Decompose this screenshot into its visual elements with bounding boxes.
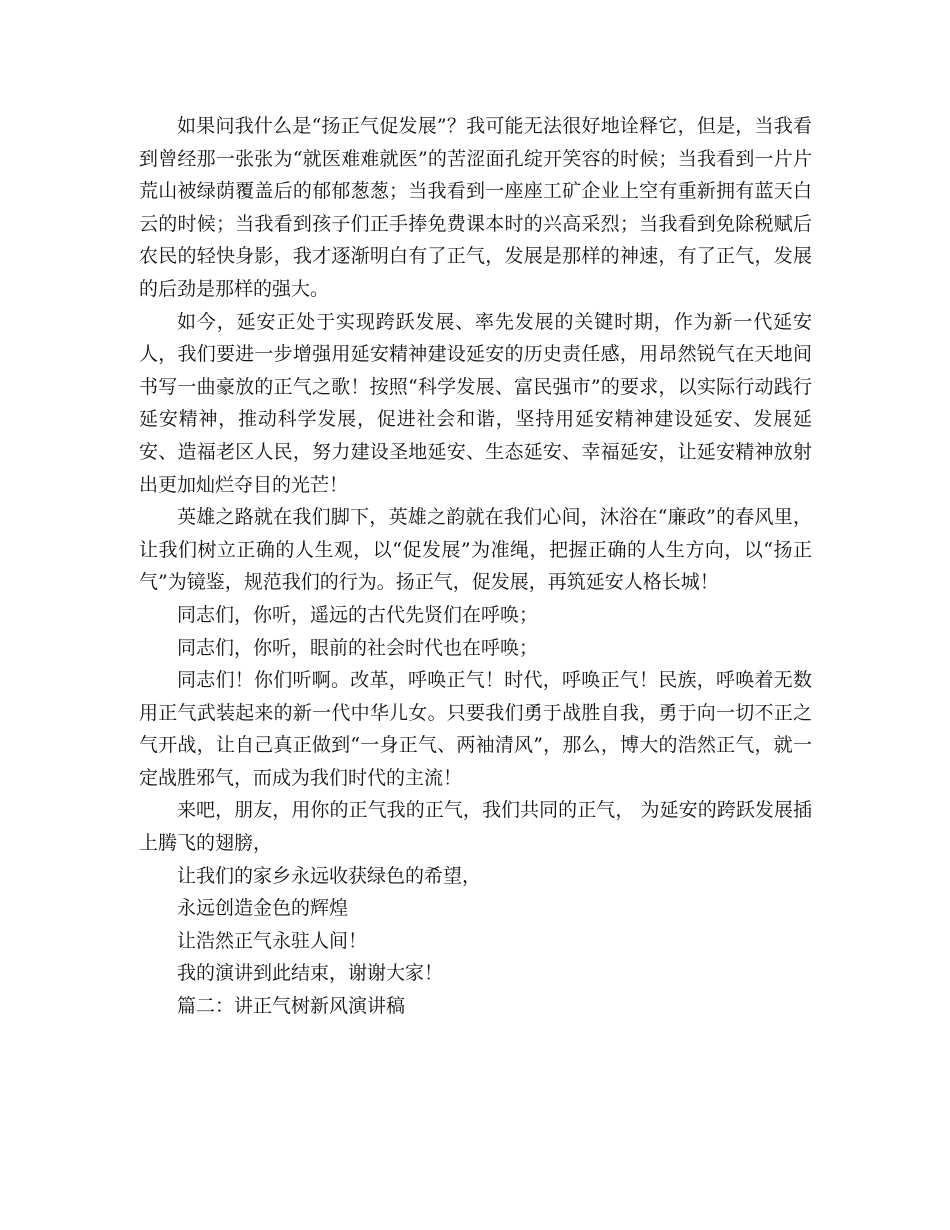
paragraph-4: 同志们，你听，遥远的古代先贤们在呼唤； bbox=[177, 603, 539, 626]
paragraph-5: 同志们，你听，眼前的社会时代也在呼唤； bbox=[177, 636, 539, 659]
paragraph-6: 同志们！你们听啊。改革，呼唤正气！时代，呼唤正气！民族，呼唤着无数用正气武装起来的新一代中华儿女。只要我们勇于战胜自我，勇于向一切不正之气开战，让自己真正做到“一身正气、两袖清风”，那么，博大的浩然正气，就一定战胜邪气，而成为我们时代的主流！ bbox=[139, 669, 812, 789]
paragraph-9: 永远创造金色的辉煌 bbox=[177, 897, 349, 920]
paragraph-3: 英雄之路就在我们脚下，英雄之韵就在我们心间，沐浴在“廉政”的春风里，让我们树立正确的人生观，以“促发展”为准绳，把握正确的人生方向，以“扬正气”为镜鉴，规范我们的行为。扬正气，促发展，再筑延安人格长城！ bbox=[139, 506, 812, 594]
paragraph-8: 让我们的家乡永远收获绿色的希望， bbox=[177, 864, 482, 887]
paragraph-10: 让浩然正气永驻人间！ bbox=[177, 929, 368, 952]
section-heading: 篇二：讲正气树新风演讲稿 bbox=[177, 995, 406, 1018]
document-body bbox=[139, 110, 812, 1023]
paragraph-2: 如今，延安正处于实现跨跃发展、率先发展的关键时期，作为新一代延安人，我们要进一步增强用延安精神建设延安的历史责任感，用昂然锐气在天地间书写一曲豪放的正气之歌！按照“科学发展、富民强市”的要求，以实际行动践行延安精神，推动科学发展，促进社会和谐，坚持用延安精神建设延安、发展延安、造福老区人民，努力建设圣地延安、生态延安、幸福延安，让延安精神放射出更加灿烂夺目的光芒！ bbox=[139, 310, 812, 496]
paragraph-7: 来吧，朋友，用你的正气我的正气，我们共同的正气， 为延安的跨跃发展插上腾飞的翅膀， bbox=[139, 799, 812, 855]
paragraph-1: 如果问我什么是“扬正气促发展”？我可能无法很好地诠释它，但是，当我看到曾经那一张张为“就医难难就医”的苦涩面孔绽开笑容的时候；当我看到一片片荒山被绿荫覆盖后的郁郁葱葱；当我看到一座座工矿企业上空有重新拥有蓝天白云的时候；当我看到孩子们正手捧免费课本时的兴高采烈；当我看到免除税赋后农民的轻快身影，我才逐渐明白有了正气，发展是那样的神速，有了正气，发展的后劲是那样的强大。 bbox=[139, 115, 812, 300]
paragraph-11: 我的演讲到此结束，谢谢大家！ bbox=[177, 962, 444, 985]
